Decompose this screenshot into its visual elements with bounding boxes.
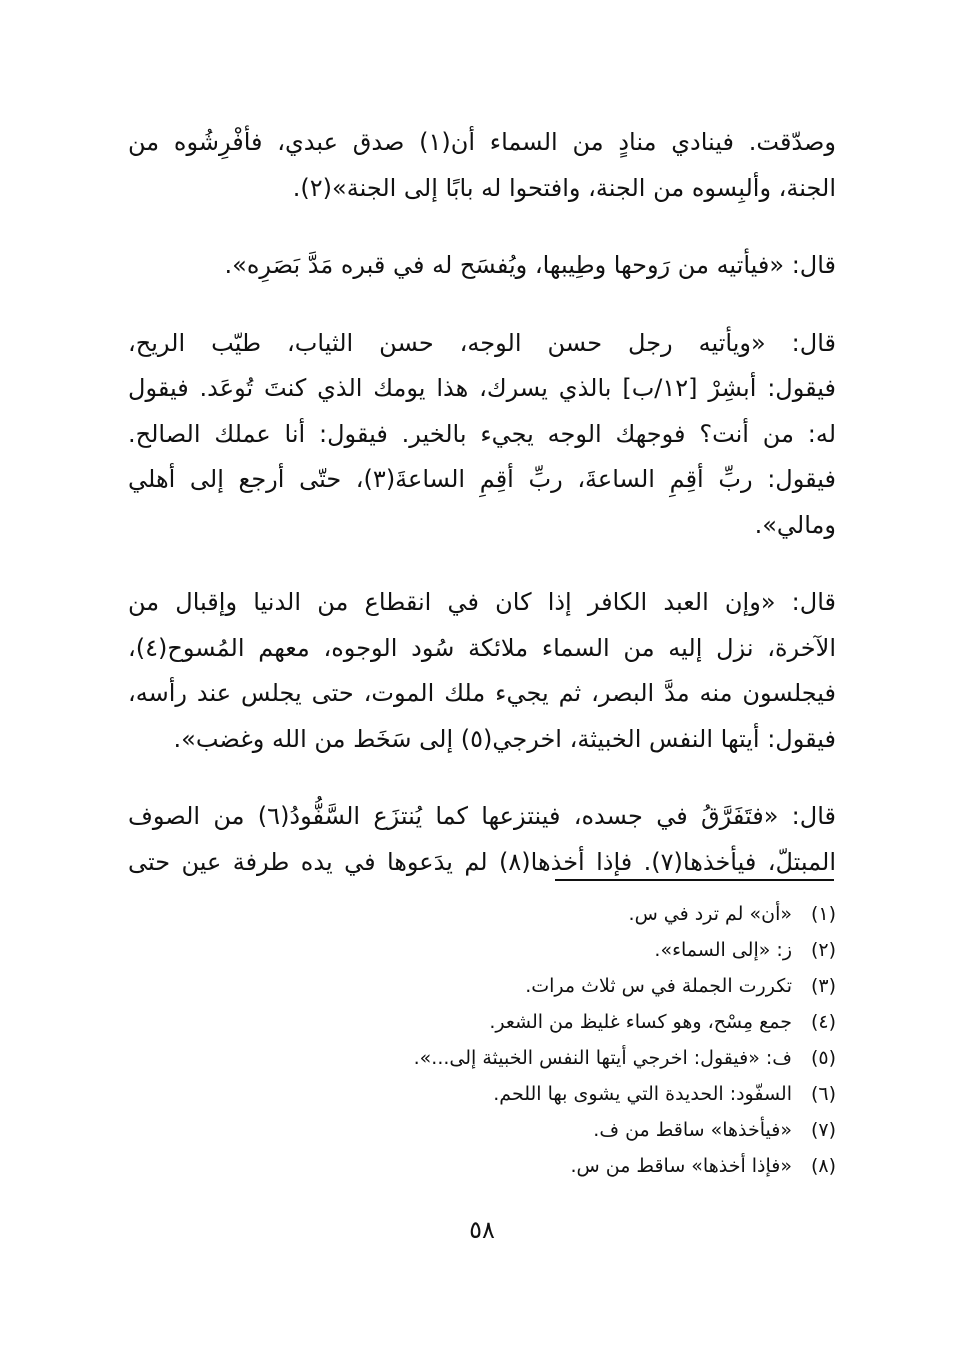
footnote-number: (٤) <box>810 1011 836 1033</box>
footnote <box>136 1112 836 1148</box>
footnote-text: «فيأخذها» ساقط من ف. <box>593 1119 792 1141</box>
text-line: الجنة، وألبِسوه من الجنة، وافتحوا له بابًا إلى الجنة»(٢). <box>292 173 836 202</box>
paragraph-1 <box>128 120 836 211</box>
page-number: ٥٨ <box>469 1216 495 1244</box>
text-line: ومالي». <box>754 510 836 539</box>
footnotes <box>136 896 836 1184</box>
text-line: الآخرة، نزل إليه من السماء ملائكة سُود الوجوه، معهم المُسوح(٤)، <box>128 633 836 662</box>
footnote-text: ز: «إلى السماء». <box>654 939 792 961</box>
footnote-text: «أن» لم ترد في س. <box>628 903 792 925</box>
text-line: فيقول: أبشِرْ [١٢/ب] بالذي يسرك، هذا يومك الذي كنتَ تُوعَد. فيقول <box>128 374 836 402</box>
footnote-number: (٨) <box>810 1155 836 1177</box>
paragraph-3 <box>128 321 836 549</box>
footnote <box>136 1004 836 1040</box>
footnote <box>136 1148 836 1184</box>
text-line: فيجلسون منه مدَّ البصر، ثم يجيء ملك الموت، حتى يجلس عند رأسه، <box>128 679 836 707</box>
footnote-text: «فإذا أخذها» ساقط من س. <box>570 1155 792 1177</box>
footnote-separator <box>555 879 834 881</box>
paragraph-2 <box>128 243 836 289</box>
text-line: قال: «وإن العبد الكافر إذا كان في انقطاع من الدنيا وإقبال من <box>128 588 836 616</box>
footnote <box>136 968 836 1004</box>
text-line: فيقول: أيتها النفس الخبيثة، اخرجي(٥) إلى سَخَط من الله وغضب». <box>173 724 836 753</box>
text-line: المبتلّ، فيأخذها(٧). فإذا أخذها(٨) لم يدَعوها في يده طرفة عين حتى <box>128 847 836 876</box>
footnote-number: (٣) <box>810 975 836 997</box>
footnote <box>136 932 836 968</box>
footnote-number: (٧) <box>810 1119 836 1141</box>
text-line: قال: «فتَفَرَّقُ في جسده، فينتزعها كما يُنتزَع السَّفُّودُ(٦) من الصوف <box>128 802 836 830</box>
footnote-number: (٥) <box>810 1047 836 1069</box>
text-line: قال: «فيأتيه من رَوحها وطِيبها، ويُفسَح له في قبره مَدَّ بَصَرِه». <box>224 251 836 279</box>
text-line: قال: «ويأتيه رجل حسن الوجه، حسن الثياب، طيّب الريح، <box>128 328 836 357</box>
paragraph-5 <box>128 794 836 885</box>
footnote <box>136 1076 836 1112</box>
footnote <box>136 1040 836 1076</box>
paragraph-4 <box>128 580 836 762</box>
footnote <box>136 896 836 932</box>
footnote-text: تكررت الجملة في س ثلاث مرات. <box>525 975 792 997</box>
text-line: فيقول: ربِّ أقِمِ الساعةَ، ربِّ أقِمِ الساعةَ(٣)، حتّى أرجع إلى أهلي <box>128 465 836 493</box>
footnote-text: ف: «فيقول: اخرجي أيتها النفس الخبيثة إلى...». <box>413 1047 792 1069</box>
footnote-number: (١) <box>810 903 836 925</box>
main-text <box>128 120 836 917</box>
text-line: له: من أنت؟ فوجهك الوجه يجيء بالخير. فيقول: أنا عملك الصالح. <box>128 419 836 448</box>
text-line: وصدّقت. فينادي منادٍ من السماء أن(١) صدق عبدي، فأفْرِشُوه من <box>128 128 836 156</box>
footnote-text: السفّود: الحديدة التي يشوى بها اللحم. <box>493 1083 792 1105</box>
footnote-text: جمع مِسْح، وهو كساء غليظ من الشعر. <box>489 1011 792 1033</box>
footnote-number: (٦) <box>810 1083 836 1105</box>
footnote-number: (٢) <box>810 939 836 961</box>
